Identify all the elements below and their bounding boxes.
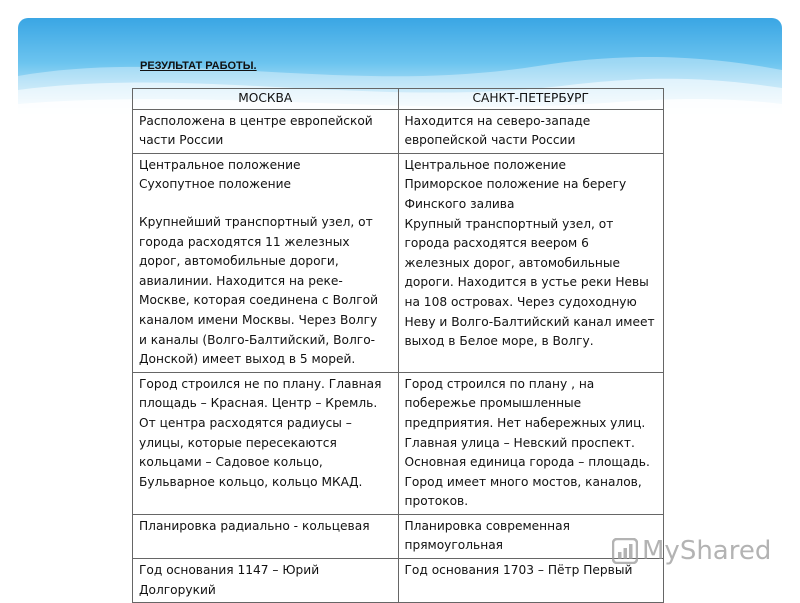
cell-spb [398, 153, 664, 372]
cell-line: города расходятся веером 6 [404, 236, 589, 251]
cell-line: и каналы (Волго-Балтийский, Волго- [139, 332, 376, 347]
cell-line: дорог, автомобильные дороги, [139, 254, 339, 269]
cell-line: Крупный транспортный узел, от [404, 216, 614, 231]
table-header-row [133, 89, 664, 110]
cell-line: Основная единица города – площадь. [404, 455, 650, 470]
cell-line: кольцами – Садовое кольцо, [139, 455, 323, 470]
cell-line: Донской) имеет выход в 5 морей. [139, 352, 356, 367]
cell-line: Планировка радиально - кольцевая [139, 518, 370, 533]
cell-line: прямоугольная [404, 538, 503, 553]
watermark [612, 536, 771, 566]
myshared-logo-icon [612, 538, 638, 564]
table-row [133, 372, 664, 514]
cell-line: дороги. Находится в устье реки Невы [404, 275, 649, 290]
cell-line: протоков. [404, 494, 469, 509]
column-header-spb: САНКТ-ПЕТЕРБУРГ [398, 89, 664, 110]
comparison-table [132, 88, 664, 603]
cell-line: выход в Белое море, в Волгу. [404, 334, 594, 349]
table-row [133, 514, 664, 558]
cell-line: Год основания 1147 – Юрий [139, 563, 320, 578]
cell-moscow [133, 109, 399, 153]
cell-line: Центральное положение [139, 157, 301, 172]
cell-line: Планировка современная [404, 518, 570, 533]
table-row [133, 153, 664, 372]
cell-line: От центра расходятся радиусы – [139, 415, 352, 430]
cell-moscow [133, 514, 399, 558]
cell-line: европейской части России [404, 133, 576, 148]
cell-moscow [133, 153, 399, 372]
cell-line: Долгорукий [139, 582, 216, 597]
cell-line: Крупнейший транспортный узел, от [139, 214, 373, 229]
cell-gap [139, 195, 394, 213]
cell-line: Год основания 1703 – Пётр Первый [404, 563, 633, 578]
cell-line: части России [139, 133, 224, 148]
slide-title: РЕЗУЛЬТАТ РАБОТЫ. [140, 60, 257, 72]
cell-line: Находится на северо-западе [404, 113, 591, 128]
cell-line: Город имеет много мостов, каналов, [404, 474, 642, 489]
cell-line: каналом имени Москвы. Через Волгу [139, 312, 378, 327]
cell-moscow [133, 372, 399, 514]
cell-line: Финского залива [404, 196, 515, 211]
cell-line: предприятия. Нет набережных улиц. [404, 415, 646, 430]
cell-line: железных дорог, автомобильные [404, 255, 621, 270]
cell-line: Бульварное кольцо, кольцо МКАД. [139, 474, 363, 489]
cell-line: авиалинии. Находится на реке- [139, 273, 343, 288]
cell-line: Москве, которая соединена с Волгой [139, 293, 378, 308]
cell-line: Центральное положение [404, 157, 567, 172]
cell-line: площадь – Красная. Центр – Кремль. [139, 396, 378, 411]
cell-spb [398, 372, 664, 514]
cell-line: Город строился не по плану. Главная [139, 376, 382, 391]
cell-line: Неву и Волго-Балтийский канал имеет [404, 314, 655, 329]
cell-line: города расходятся 11 железных [139, 234, 350, 249]
table-row [133, 559, 664, 603]
cell-line: на 108 островах. Через судоходную [404, 294, 637, 309]
cell-moscow [133, 559, 399, 603]
table-row [133, 109, 664, 153]
cell-line: побережье промышленные [404, 396, 582, 411]
watermark-text: MyShared [642, 536, 772, 566]
cell-spb [398, 109, 664, 153]
cell-line: улицы, которые пересекаются [139, 435, 337, 450]
cell-line: Главная улица – Невский проспект. [404, 435, 635, 450]
cell-line: Расположена в центре европейской [139, 113, 373, 128]
cell-line: Город строился по плану , на [404, 376, 595, 391]
cell-line: Сухопутное положение [139, 177, 292, 192]
cell-line: Приморское положение на берегу [404, 177, 627, 192]
table-body [133, 109, 664, 603]
column-header-moscow: МОСКВА [133, 89, 399, 110]
